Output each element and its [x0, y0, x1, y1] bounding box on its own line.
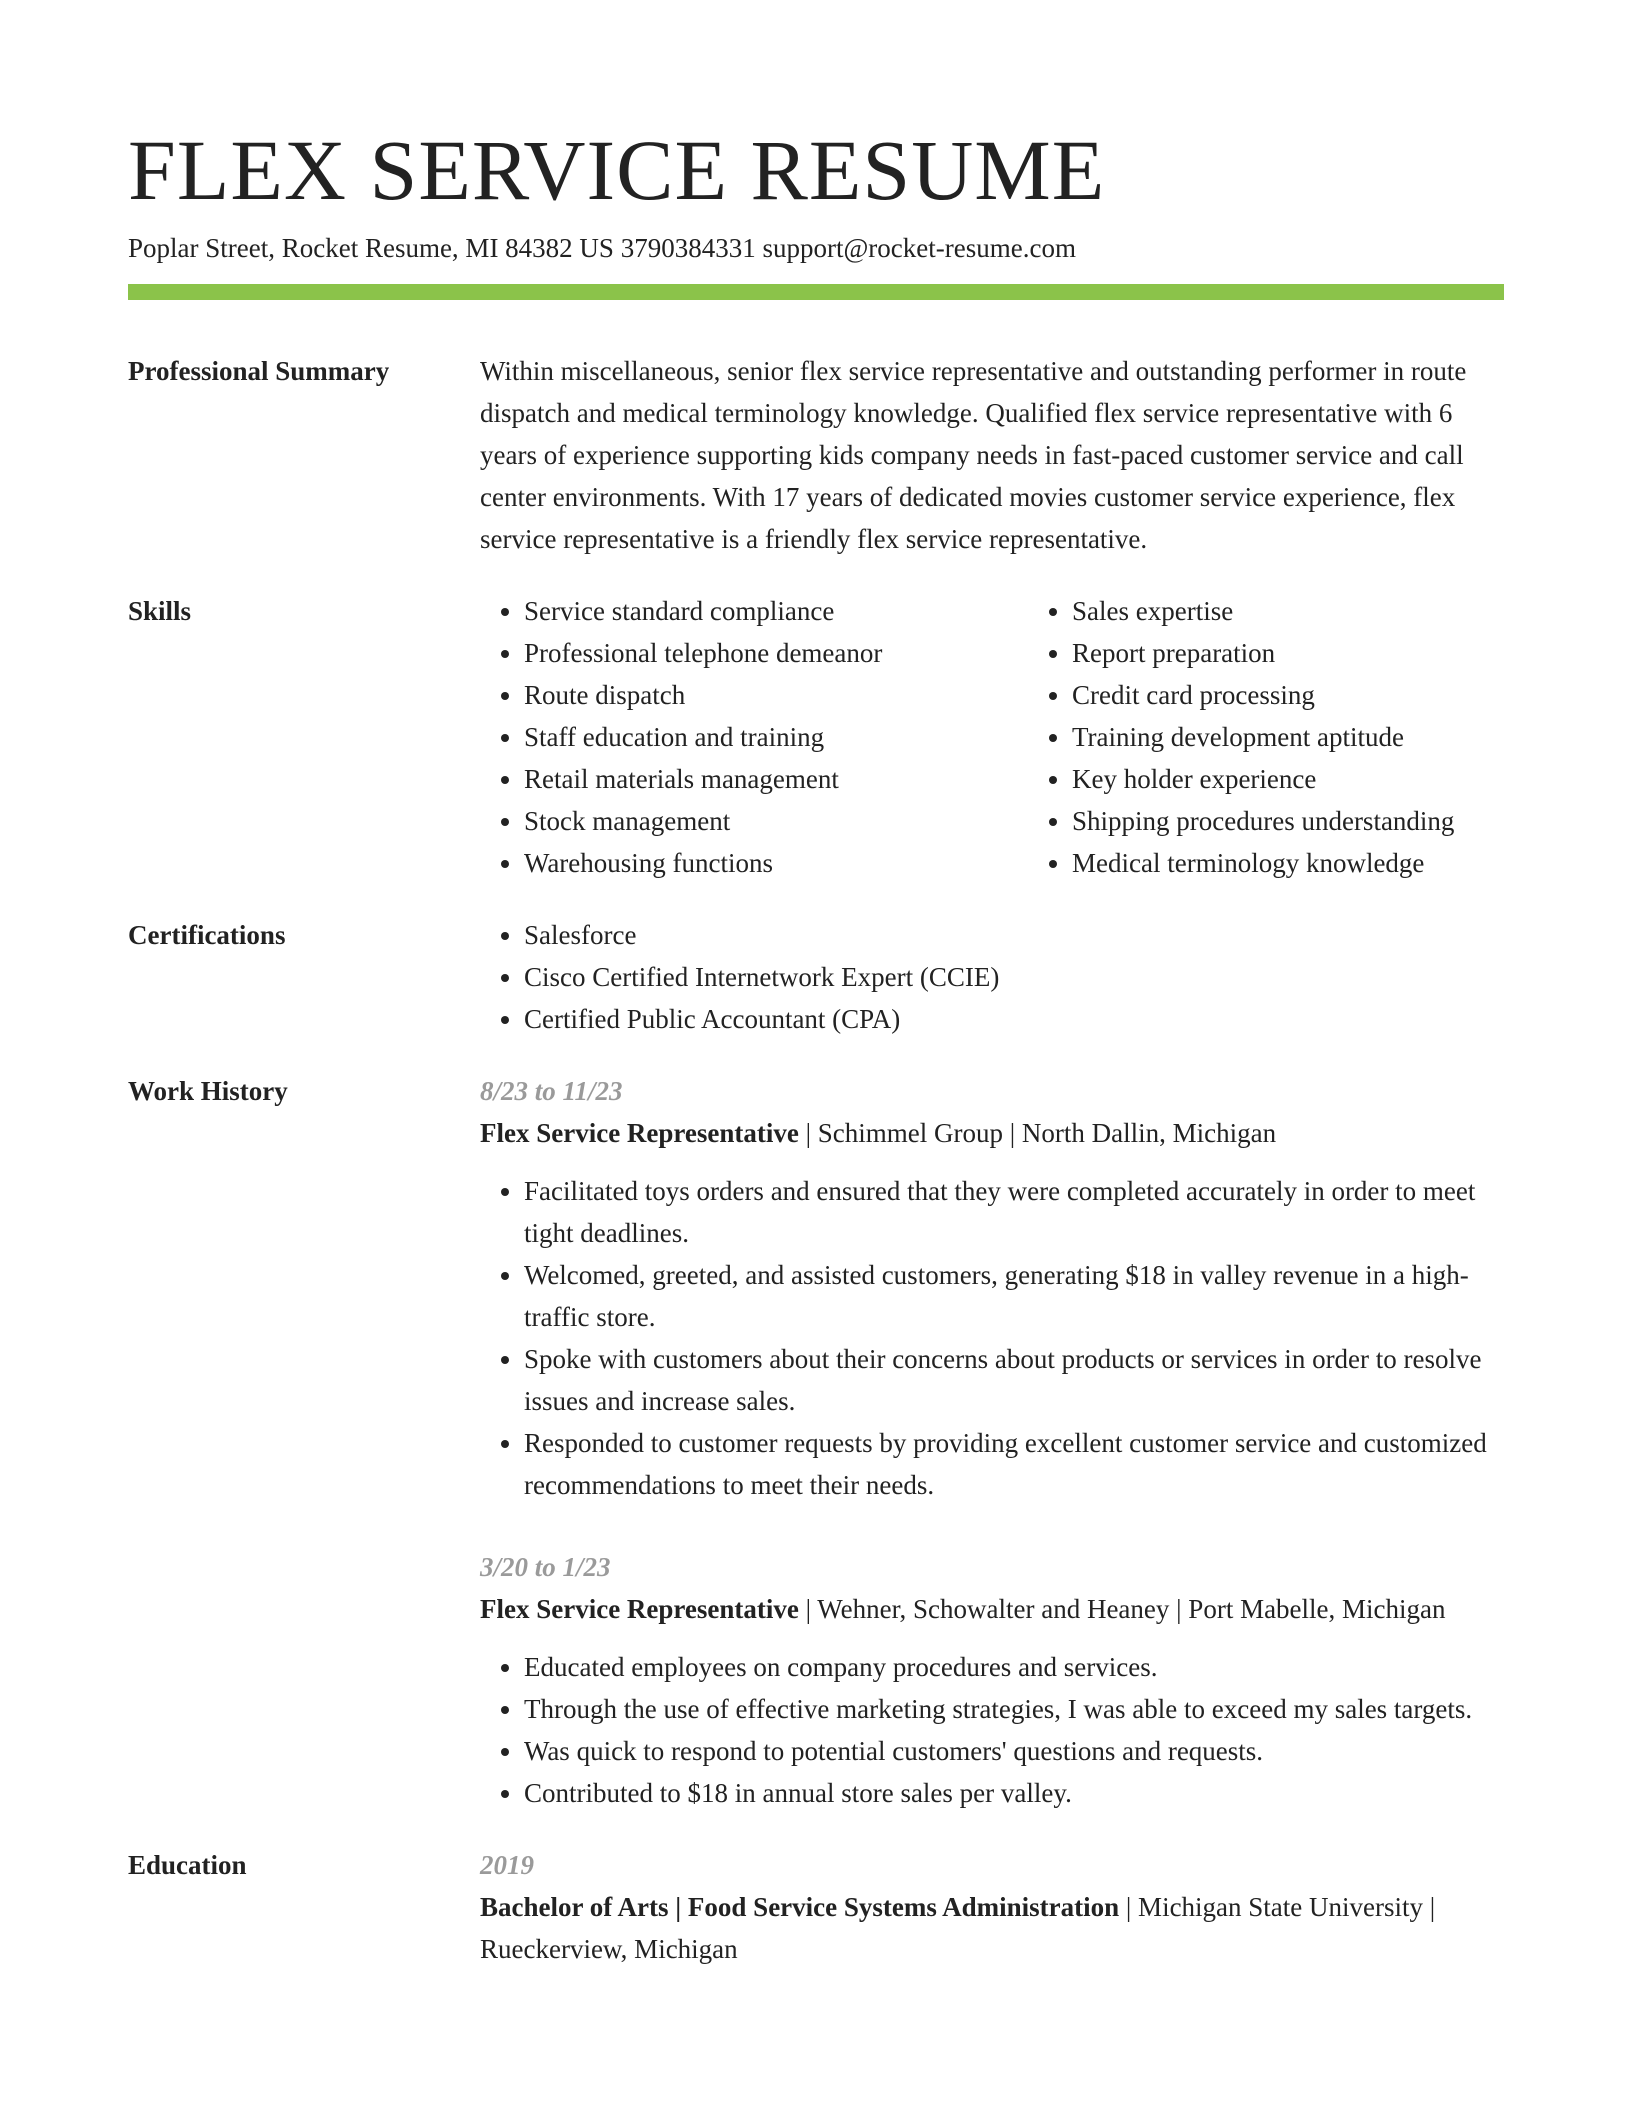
summary-text: Within miscellaneous, senior flex service representative and outstanding performer in route dispatch and medical terminology knowledge. Qualified flex service representative with 6 years of experience supporting kids company needs in fast-paced customer service and call center environments. With 17 years of dedicated movies customer service experience, flex service representative is a friendly flex service representative.	[480, 356, 1467, 554]
list-item: • Cisco Certified Internetwork Expert (CCIE)	[524, 956, 1504, 998]
section-label: Work History	[128, 1076, 288, 1106]
list-item: • Educated employees on company procedures and services.	[524, 1646, 1504, 1688]
education-details: | Michigan State University | Rueckerview, Michigan	[480, 1892, 1436, 1964]
skills-columns	[480, 590, 1504, 884]
list-item: • Retail materials management	[524, 758, 1028, 800]
certifications-list	[480, 914, 1504, 1040]
job-entry	[480, 1070, 1504, 1506]
job-details: | Schimmel Group | North Dallin, Michigan	[798, 1118, 1277, 1148]
job-bullets	[480, 1170, 1504, 1506]
list-item: • Shipping procedures understanding	[1072, 800, 1454, 842]
list-item: • Warehousing functions	[524, 842, 1028, 884]
section-label: Professional Summary	[128, 356, 390, 386]
section-label: Certifications	[128, 920, 286, 950]
section-body	[480, 350, 1504, 560]
list-item: • Report preparation	[1072, 632, 1454, 674]
list-item: • Salesforce	[524, 914, 1504, 956]
list-item: • Welcomed, greeted, and assisted customers, generating $18 in valley revenue in a high-traffic store.	[524, 1254, 1504, 1338]
job-title: Flex Service Representative	[480, 1118, 799, 1148]
list-item: • Route dispatch	[524, 674, 1028, 716]
contact-line: Poplar Street, Rocket Resume, MI 84382 US 3790384331 support@rocket-resume.com	[128, 233, 1076, 263]
list-item: • Certified Public Accountant (CPA)	[524, 998, 1504, 1040]
job-heading	[480, 1112, 1504, 1154]
section-label: Skills	[128, 596, 192, 626]
list-item: • Service standard compliance	[524, 590, 1028, 632]
skills-list-right	[1028, 590, 1454, 884]
job-dates: 3/20 to 1/23	[480, 1552, 611, 1582]
list-item: • Sales expertise	[1072, 590, 1454, 632]
list-item: • Professional telephone demeanor	[524, 632, 1028, 674]
section-professional-summary	[128, 350, 1504, 560]
job-entry	[480, 1546, 1504, 1814]
job-heading	[480, 1588, 1504, 1630]
list-item: • Credit card processing	[1072, 674, 1454, 716]
section-certifications	[128, 914, 1504, 1040]
list-item: • Responded to customer requests by providing excellent customer service and customized recommendations to meet their needs.	[524, 1422, 1504, 1506]
list-item: • Was quick to respond to potential customers' questions and requests.	[524, 1730, 1504, 1772]
section-body	[480, 914, 1504, 1040]
section-education	[128, 1844, 1504, 1970]
list-item: • Through the use of effective marketing strategies, I was able to exceed my sales targets.	[524, 1688, 1504, 1730]
resume-page	[128, 120, 1504, 1970]
education-degree: Bachelor of Arts | Food Service Systems Administration	[480, 1892, 1120, 1922]
list-item: • Spoke with customers about their concerns about products or services in order to resolve issues and increase sales.	[524, 1338, 1504, 1422]
education-year: 2019	[480, 1850, 534, 1880]
accent-divider	[128, 284, 1504, 300]
section-body	[480, 1070, 1504, 1814]
job-details: | Wehner, Schowalter and Heaney | Port Mabelle, Michigan	[798, 1594, 1446, 1624]
section-work-history	[128, 1070, 1504, 1814]
list-item: • Medical terminology knowledge	[1072, 842, 1454, 884]
list-item: • Stock management	[524, 800, 1028, 842]
job-bullets	[480, 1646, 1504, 1814]
list-item: • Facilitated toys orders and ensured that they were completed accurately in order to meet tight deadlines.	[524, 1170, 1504, 1254]
list-item: • Contributed to $18 in annual store sales per valley.	[524, 1772, 1504, 1814]
list-item: • Key holder experience	[1072, 758, 1454, 800]
skills-list-left	[480, 590, 1028, 884]
education-heading	[480, 1886, 1504, 1970]
job-title: Flex Service Representative	[480, 1594, 799, 1624]
list-item: • Staff education and training	[524, 716, 1028, 758]
section-body	[480, 1844, 1504, 1970]
list-item: • Training development aptitude	[1072, 716, 1454, 758]
job-dates: 8/23 to 11/23	[480, 1076, 623, 1106]
section-skills	[128, 590, 1504, 884]
resume-title: FLEX SERVICE RESUME	[128, 122, 1106, 218]
section-label: Education	[128, 1850, 247, 1880]
